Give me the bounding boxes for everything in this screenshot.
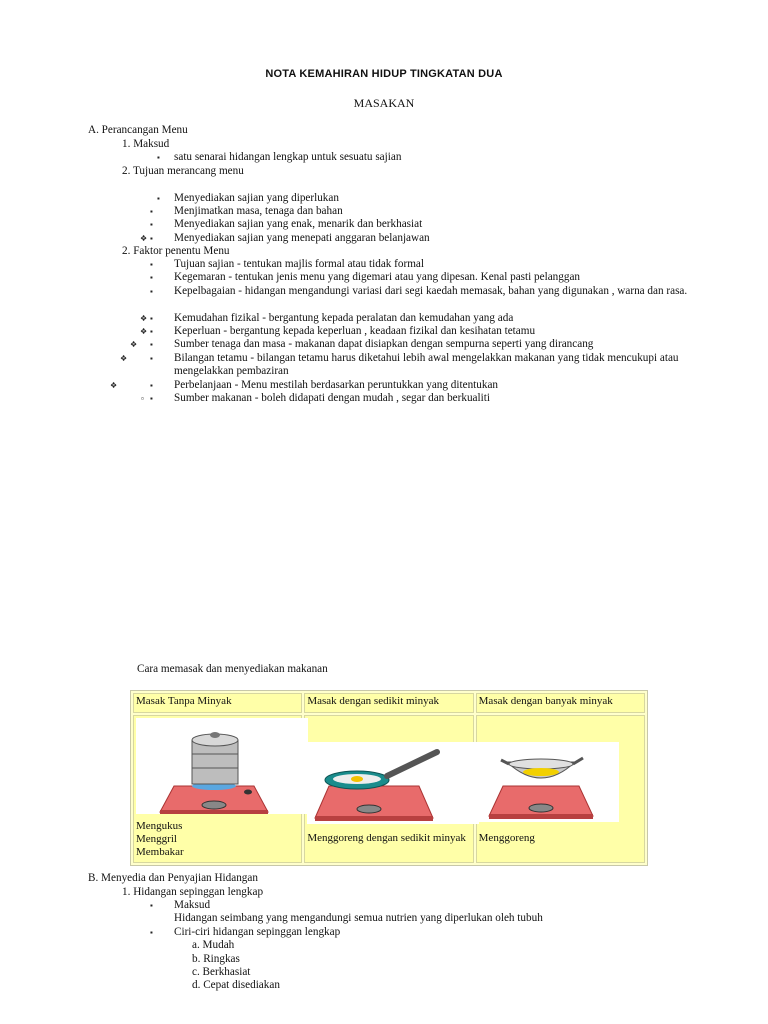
frying-pan-on-stove-image: [307, 742, 479, 824]
sub-heading: 1. Hidangan sepinggan lengkap: [122, 886, 264, 898]
tujuan-item: Menjimatkan masa, tenaga dan bahan: [174, 205, 343, 217]
steamer-on-stove-image: [136, 718, 308, 814]
maksud-label-b: Maksud: [174, 899, 211, 911]
bullet-square-icon: ▪: [150, 220, 153, 229]
faktor-item: Kemudahan fizikal - bergantung kepada peralatan dan kemudahan yang ada: [174, 312, 514, 324]
table-cell: [476, 715, 645, 863]
bullet-square-icon: ▪: [157, 194, 160, 203]
bullet-square-icon: ▪: [150, 381, 153, 390]
document-title: NOTA KEMAHIRAN HIDUP TINGKATAN DUA: [265, 68, 503, 80]
tujuan-item: Menyediakan sajian yang diperlukan: [174, 192, 339, 204]
column-header: Masak dengan banyak minyak: [476, 693, 645, 713]
bullet-square-icon: ▪: [150, 314, 153, 323]
maksud-label: 1. Maksud: [122, 138, 170, 150]
ciri-item: c. Berkhasiat: [192, 966, 251, 978]
table-cell: [304, 715, 473, 863]
faktor-item: Tujuan sajian - tentukan majlis formal atau tidak formal: [174, 258, 425, 270]
diamond-bullet-icon: ❖: [120, 354, 128, 363]
cooking-method: Menggoreng dengan sedikit minyak: [307, 832, 466, 844]
diamond-bullet-icon: ❖: [140, 327, 148, 336]
tujuan-item: Menyediakan sajian yang enak, menarik dan berkhasiat: [174, 218, 423, 230]
diamond-bullet-icon: ❖: [130, 340, 138, 349]
cooking-methods-table: [130, 690, 648, 866]
bullet-square-icon: ▪: [150, 273, 153, 282]
bullet-square-icon: ▪: [150, 394, 153, 403]
diamond-bullet-icon: ❖: [110, 381, 118, 390]
faktor-item: Sumber tenaga dan masa - makanan dapat disiapkan dengan sempurna seperti yang dirancang: [174, 338, 594, 350]
cooking-method: Menggril: [136, 833, 177, 845]
tujuan-label: 2. Tujuan merancang menu: [122, 165, 244, 177]
wok-on-stove-image: [479, 742, 619, 822]
faktor-item: Keperluan - bergantung kepada keperluan , keadaan fizikal dan kesihatan tetamu: [174, 325, 536, 337]
bullet-square-icon: ▪: [150, 354, 153, 363]
faktor-item: Kepelbagaian - hidangan mengandungi variasi dari segi kaedah memasak, bahan yang digunakan , warna dan rasa.: [174, 285, 688, 297]
bullet-square-icon: ▪: [150, 287, 153, 296]
cooking-method: Membakar: [136, 846, 184, 858]
faktor-item: Bilangan tetamu - bilangan tetamu harus diketahui lebih awal mengelakkan makanan yang tidak mencukupi atau mengelakkan pembaziran: [174, 352, 679, 377]
maksud-text-b: Hidangan seimbang yang mengandungi semua nutrien yang diperlukan oleh tubuh: [174, 912, 543, 924]
faktor-item: Perbelanjaan - Menu mestilah berdasarkan peruntukkan yang ditentukan: [174, 379, 499, 391]
hollow-square-bullet-icon: ▫: [141, 394, 144, 403]
bullet-square-icon: ▪: [150, 234, 153, 243]
section-a-heading: A. Perancangan Menu: [88, 124, 188, 136]
bullet-square-icon: ▪: [157, 153, 160, 162]
faktor-item: Kegemaran - tentukan jenis menu yang digemari atau yang dipesan. Kenal pasti pelanggan: [174, 271, 581, 283]
cooking-caption: Cara memasak dan menyediakan makanan: [137, 663, 328, 675]
cooking-method: Menggoreng: [478, 832, 535, 844]
ciri-item: d. Cepat disediakan: [192, 979, 280, 991]
document-subtitle: MASAKAN: [353, 96, 415, 110]
ciri-label: Ciri-ciri hidangan sepinggan lengkap: [174, 926, 341, 938]
bullet-square-icon: ▪: [150, 260, 153, 269]
tujuan-item: Menyediakan sajian yang menepati anggaran belanjawan: [174, 232, 430, 244]
section-b-heading: B. Menyedia dan Penyajian Hidangan: [88, 872, 258, 884]
diamond-bullet-icon: ❖: [140, 234, 148, 243]
bullet-square-icon: ▪: [150, 327, 153, 336]
faktor-item: Sumber makanan - boleh didapati dengan mudah , segar dan berkualiti: [174, 392, 490, 404]
bullet-square-icon: ▪: [150, 207, 153, 216]
column-header: Masak Tanpa Minyak: [133, 693, 302, 713]
diamond-bullet-icon: ❖: [140, 314, 148, 323]
faktor-label: 2. Faktor penentu Menu: [122, 245, 230, 257]
cooking-method: Mengukus: [136, 820, 183, 832]
bullet-square-icon: ▪: [150, 928, 153, 937]
ciri-item: a. Mudah: [192, 939, 235, 951]
maksud-item: satu senarai hidangan lengkap untuk sesuatu sajian: [174, 151, 402, 163]
bullet-square-icon: ▪: [150, 901, 153, 910]
column-header: Masak dengan sedikit minyak: [304, 693, 473, 713]
table-cell: [133, 715, 302, 863]
bullet-square-icon: ▪: [150, 340, 153, 349]
ciri-item: b. Ringkas: [192, 953, 240, 965]
